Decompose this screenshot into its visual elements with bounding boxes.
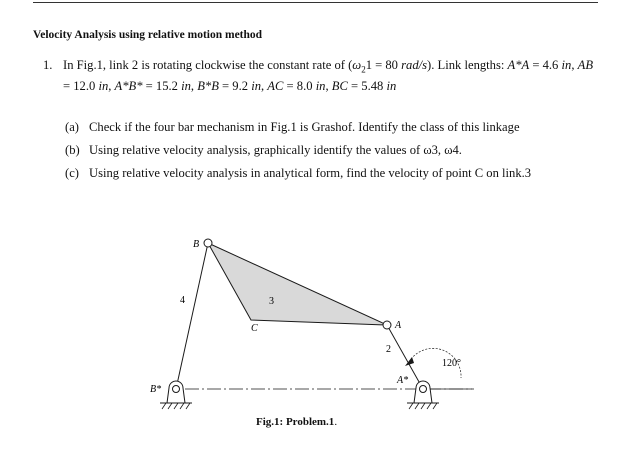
- label-c: C: [251, 323, 258, 334]
- part-b-text: Using relative velocity analysis, graphically identify the values of ω3, ω4.: [89, 143, 462, 157]
- figure-caption: [256, 416, 337, 428]
- problem-statement: In Fig.1, link 2 is rotating clockwise the constant rate of ($\omega_21 = 80$ rad/s). Link lengths: A*A = 4.6 in, AB = 12.0 in, A*B* = 15.2 in, B*B = 9.2 in, AC = 8.0 in, BC = 5.48 in: [63, 58, 594, 93]
- label-angle: 120°: [442, 358, 461, 369]
- section-title: Velocity Analysis using relative motion method: [33, 29, 263, 41]
- part-c-text: Using relative velocity analysis in analytical form, find the velocity of point C on link.3: [89, 166, 532, 180]
- part-a-tag: (a): [65, 120, 79, 134]
- rocker-link-4: [176, 243, 208, 389]
- ground-pivot-astar-icon: [407, 381, 439, 409]
- caption-rest: .: [334, 416, 338, 428]
- part-a-text: Check if the four bar mechanism in Fig.1 is Grashof. Identify the class of this linkage: [89, 120, 520, 134]
- label-astar: A*: [397, 375, 409, 386]
- label-link-4: 4: [180, 295, 185, 306]
- coupler-link-3: [208, 243, 387, 325]
- part-c-tag: (c): [65, 166, 79, 180]
- ground-pivot-bstar-icon: [160, 381, 192, 409]
- caption-bold: Fig.1: Problem.1: [256, 416, 335, 428]
- problem-number: 1.: [43, 58, 53, 72]
- part-b-tag: (b): [65, 143, 80, 157]
- joint-a-icon: [383, 321, 391, 329]
- label-a: A: [395, 320, 402, 331]
- label-bstar: B*: [150, 384, 162, 395]
- joint-b-icon: [204, 239, 212, 247]
- label-b: B: [193, 239, 200, 250]
- label-link-3: 3: [269, 296, 274, 307]
- label-link-2: 2: [386, 344, 391, 355]
